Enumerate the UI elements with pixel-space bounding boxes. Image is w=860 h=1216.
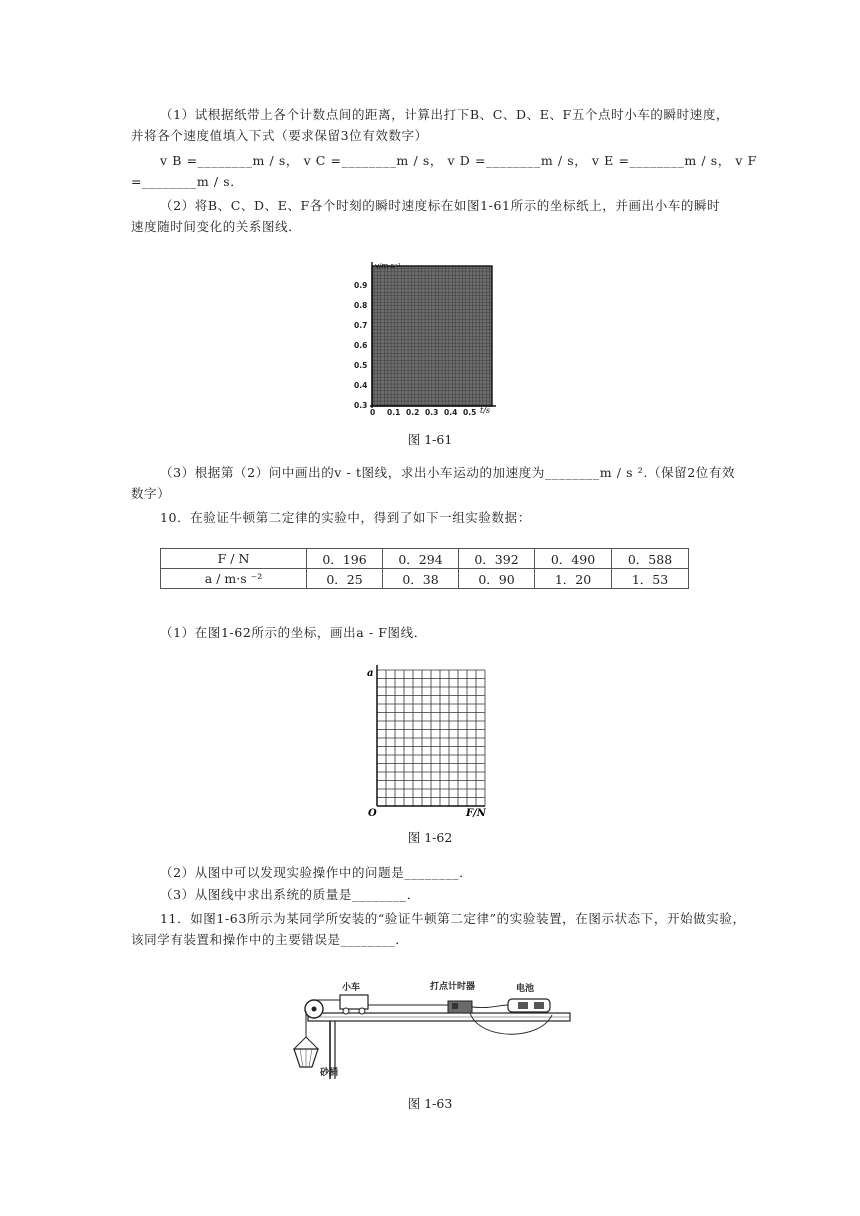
q11-line1: 11．如图1-63所示为某同学所安装的“验证牛顿第二定律”的实验装置，在图示状态下，开始做实验， xyxy=(160,911,746,926)
table-cell: 0．38 xyxy=(383,569,459,589)
fig161-x-axis-label: t/s xyxy=(480,406,491,415)
q9-part1-line1: （1）试根据纸带上各个计数点间的距离，计算出打下B、C、D、E、F五个点时小车的瞬时速度， xyxy=(160,107,730,122)
q9-velocities-line2: =________m / s． xyxy=(131,174,244,189)
battery-icon xyxy=(508,999,550,1012)
fig161-y-tick: 0.7 xyxy=(354,321,368,330)
q10-part1: （1）在图1-62所示的坐标，画出a - F图线． xyxy=(160,625,427,640)
table-cell: 0．294 xyxy=(383,549,459,569)
table-cell: 0．25 xyxy=(307,569,383,589)
figure-1-62-grid xyxy=(362,660,497,820)
experiment-data-table xyxy=(160,548,689,589)
fig161-x-tick: 0 xyxy=(370,408,376,417)
fig161-x-tick: 0.4 xyxy=(444,408,458,417)
figure-1-61-graph-paper xyxy=(350,258,510,418)
fig161-x-tick: 0.1 xyxy=(387,408,401,417)
fig162-x-axis-label: F/N xyxy=(466,808,486,819)
q11-line2: 该同学有装置和操作中的主要错误是________． xyxy=(131,932,409,947)
q10-intro: 10．在验证牛顿第二定律的实验中，得到了如下一组实验数据： xyxy=(160,510,531,525)
cart-label: 小车 xyxy=(342,983,361,993)
timer-label: 打点计时器 xyxy=(430,982,476,992)
fig161-x-tick: 0.2 xyxy=(406,408,420,417)
table-cell: 0．490 xyxy=(535,549,612,569)
fig161-y-tick: 0.6 xyxy=(354,341,368,350)
fig162-y-axis-label: a xyxy=(367,668,374,679)
table-cell: 0．392 xyxy=(459,549,535,569)
row-header-force: F / N xyxy=(161,549,307,569)
sand-bucket-icon xyxy=(294,1037,318,1067)
figure-1-63-caption: 图 1-63 xyxy=(407,1096,453,1111)
fig162-origin-label: O xyxy=(368,808,377,819)
figure-1-62-caption: 图 1-62 xyxy=(407,830,453,845)
q9-velocities-line1: v B =________m / s， v C =________m / s， v D =________m / s， v E =________m / s， v F xyxy=(160,153,757,168)
q9-part3-line1: （3）根据第（2）问中画出的v - t图线，求出小车运动的加速度为________m / s ².（保留2位有效 xyxy=(160,465,736,480)
q9-part2-line2: 速度随时间变化的关系图线． xyxy=(131,219,302,234)
fig161-y-tick: 0.5 xyxy=(354,361,368,370)
timer-icon xyxy=(448,1001,472,1013)
fig161-y-axis-label: v/m·s⁻¹ xyxy=(375,262,401,270)
fig161-y-tick: 0.3 xyxy=(354,401,368,410)
cart-icon xyxy=(340,995,368,1014)
table-cell: 0．90 xyxy=(459,569,535,589)
q10-part3: （3）从图线中求出系统的质量是________． xyxy=(160,887,420,902)
table-cell: 0．588 xyxy=(612,549,689,569)
table-row xyxy=(161,549,689,569)
q9-part3-line2: 数字） xyxy=(131,486,171,501)
bucket-label: 砂桶 xyxy=(320,1068,339,1078)
fig161-y-tick: 0.9 xyxy=(354,281,368,290)
fig161-x-tick: 0.3 xyxy=(425,408,439,417)
table-cell: 1．20 xyxy=(535,569,612,589)
fig161-y-tick: 0.8 xyxy=(354,301,368,310)
table-cell: 1．53 xyxy=(612,569,689,589)
row-header-acceleration: a / m·s ⁻² xyxy=(161,569,307,589)
table-cell: 0．196 xyxy=(307,549,383,569)
battery-label: 电池 xyxy=(516,984,535,994)
table-row xyxy=(161,569,689,589)
fig161-y-tick: 0.4 xyxy=(354,381,368,390)
figure-1-61-caption: 图 1-61 xyxy=(407,432,453,447)
figure-1-63-apparatus xyxy=(290,975,575,1085)
fig161-x-tick: 0.5 xyxy=(463,408,477,417)
q10-part2: （2）从图中可以发现实验操作中的问题是________． xyxy=(160,865,473,880)
q9-part2-line1: （2）将B、C、D、E、F各个时刻的瞬时速度标在如图1-61所示的坐标纸上，并画出小车的瞬时 xyxy=(160,198,721,213)
q9-part1-line2: 并将各个速度值填入下式（要求保留3位有效数字） xyxy=(131,128,428,143)
